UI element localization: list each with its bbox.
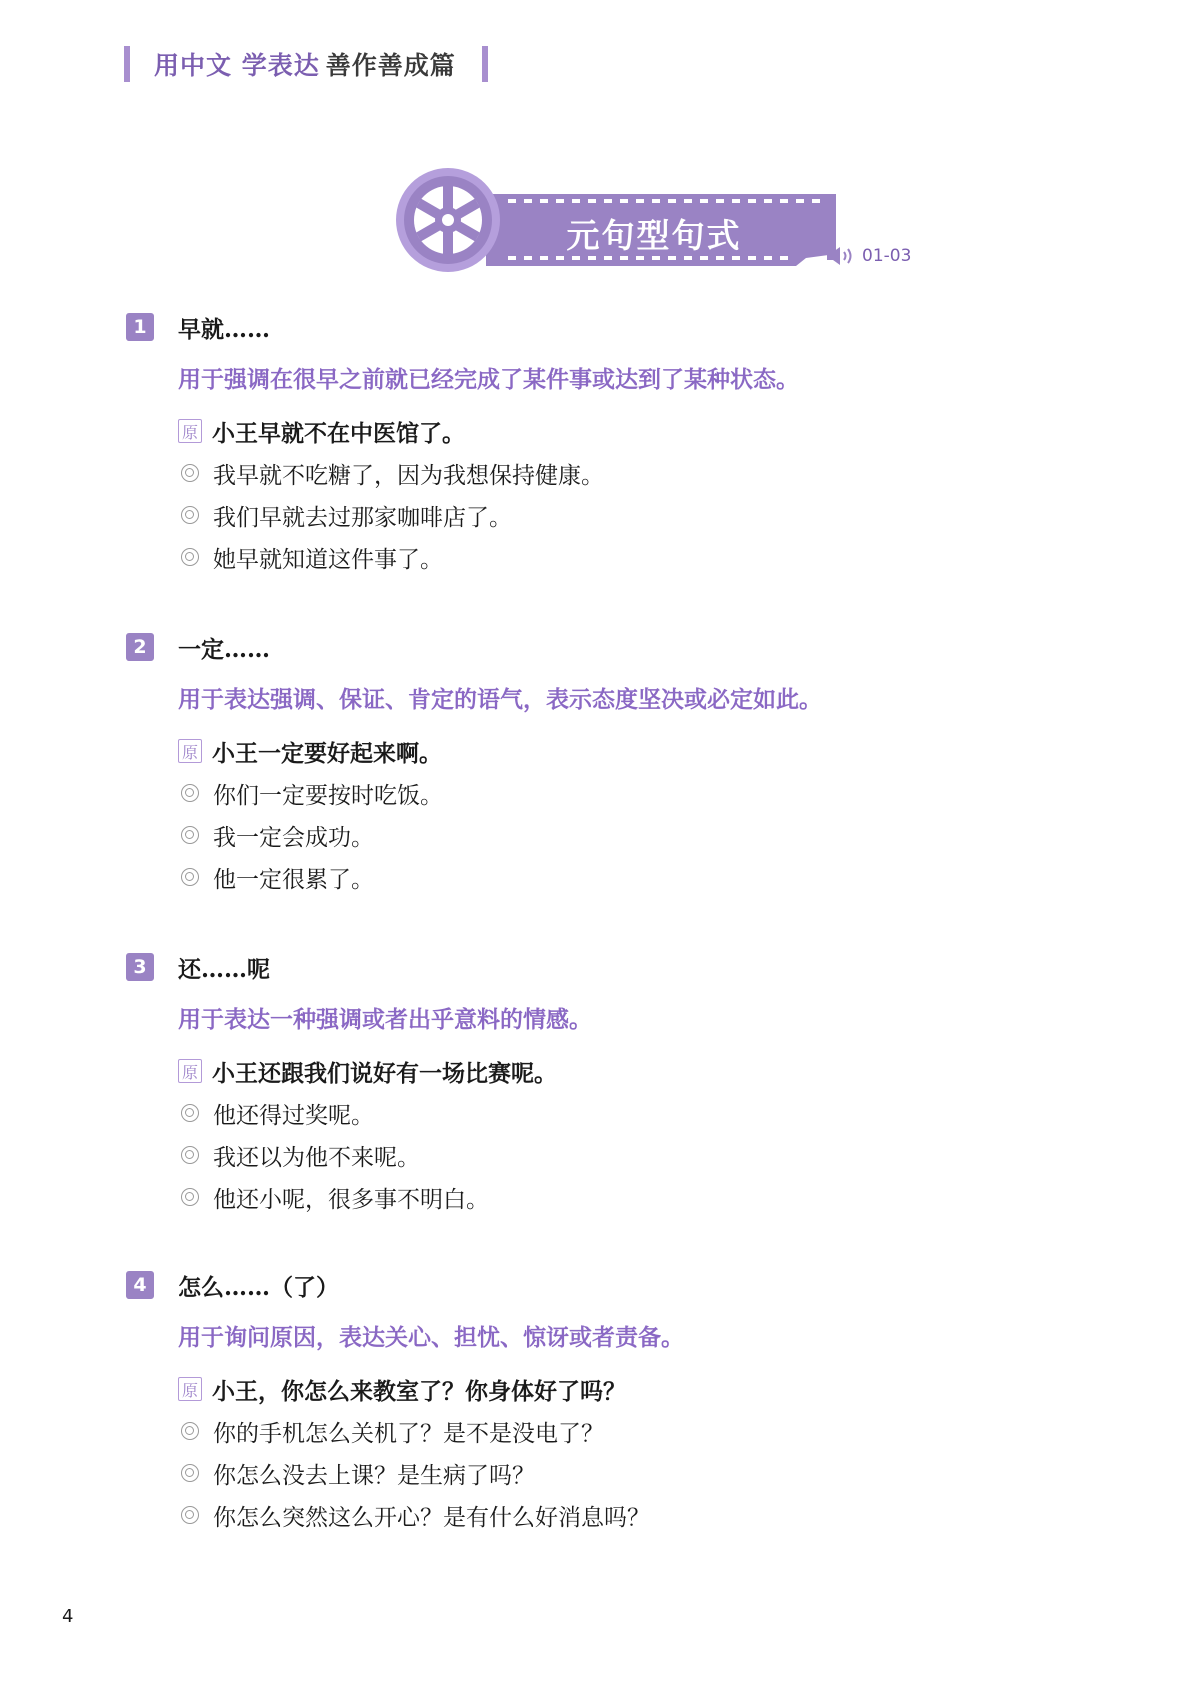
sentence-pattern: 一定…… bbox=[178, 635, 270, 663]
header-volume-name: 善作善成篇 bbox=[325, 51, 456, 80]
header-bar-right bbox=[482, 46, 488, 82]
section-heading bbox=[126, 1268, 1106, 1302]
example-text: 你们一定要按时吃饭。 bbox=[213, 782, 443, 809]
section-heading bbox=[126, 950, 1106, 984]
page-number: 4 bbox=[62, 1606, 74, 1627]
original-example bbox=[178, 1050, 1106, 1092]
bullet-circle-icon bbox=[181, 506, 199, 524]
pattern-section-1 bbox=[126, 310, 1106, 578]
bullet-circle-icon bbox=[181, 1422, 199, 1440]
example-text: 他还小呢，很多事不明白。 bbox=[213, 1186, 489, 1213]
section-number-badge: 1 bbox=[126, 313, 154, 341]
pattern-description: 用于表达一种强调或者出乎意料的情感。 bbox=[178, 1006, 592, 1033]
example-list bbox=[178, 410, 1106, 578]
example-text: 你怎么没去上课？是生病了吗？ bbox=[213, 1462, 535, 1489]
banner-title: 元句型句式 bbox=[566, 216, 742, 255]
example-text: 他还得过奖呢。 bbox=[213, 1102, 374, 1129]
example-text: 小王一定要好起来啊。 bbox=[212, 739, 442, 767]
bullet-circle-icon bbox=[181, 548, 199, 566]
example-item bbox=[178, 1494, 1106, 1536]
section-heading bbox=[126, 630, 1106, 664]
original-example bbox=[178, 410, 1106, 452]
example-text: 她早就知道这件事了。 bbox=[213, 546, 443, 573]
example-text: 我们早就去过那家咖啡店了。 bbox=[213, 504, 512, 531]
example-list bbox=[178, 1368, 1106, 1536]
original-tag-icon: 原 bbox=[178, 1377, 202, 1401]
example-text: 他一定很累了。 bbox=[213, 866, 374, 893]
example-item bbox=[178, 772, 1106, 814]
example-item bbox=[178, 494, 1106, 536]
audio-track[interactable] bbox=[826, 246, 911, 266]
pattern-section-4 bbox=[126, 1268, 1106, 1536]
sentence-pattern: 怎么……（了） bbox=[178, 1273, 339, 1301]
original-tag-icon: 原 bbox=[178, 739, 202, 763]
example-list bbox=[178, 1050, 1106, 1218]
header-series-name: 用中文 学表达 bbox=[154, 51, 320, 80]
example-text: 小王，你怎么来教室了？你身体好了吗？ bbox=[212, 1377, 626, 1405]
section-number-badge: 2 bbox=[126, 633, 154, 661]
running-header bbox=[124, 46, 488, 82]
original-tag-icon: 原 bbox=[178, 419, 202, 443]
example-item bbox=[178, 1092, 1106, 1134]
bullet-circle-icon bbox=[181, 1188, 199, 1206]
example-item bbox=[178, 452, 1106, 494]
section-number-badge: 4 bbox=[126, 1271, 154, 1299]
bullet-circle-icon bbox=[181, 1104, 199, 1122]
example-item bbox=[178, 814, 1106, 856]
original-example bbox=[178, 1368, 1106, 1410]
pattern-section-2 bbox=[126, 630, 1106, 898]
original-example bbox=[178, 730, 1106, 772]
bullet-circle-icon bbox=[181, 826, 199, 844]
example-text: 我早就不吃糖了，因为我想保持健康。 bbox=[213, 462, 604, 489]
original-tag-icon: 原 bbox=[178, 1059, 202, 1083]
sentence-pattern: 还……呢 bbox=[178, 955, 270, 983]
bullet-circle-icon bbox=[181, 868, 199, 886]
bullet-circle-icon bbox=[181, 1506, 199, 1524]
example-text: 你怎么突然这么开心？是有什么好消息吗？ bbox=[213, 1504, 650, 1531]
example-text: 我还以为他不来呢。 bbox=[213, 1144, 420, 1171]
example-item bbox=[178, 1452, 1106, 1494]
bullet-circle-icon bbox=[181, 1146, 199, 1164]
pattern-description: 用于询问原因，表达关心、担忧、惊讶或者责备。 bbox=[178, 1324, 684, 1351]
sentence-pattern: 早就…… bbox=[178, 315, 270, 343]
example-text: 我一定会成功。 bbox=[213, 824, 374, 851]
bullet-circle-icon bbox=[181, 464, 199, 482]
example-item bbox=[178, 1134, 1106, 1176]
audio-track-code: 01-03 bbox=[862, 246, 912, 266]
pattern-description: 用于强调在很早之前就已经完成了某件事或达到了某种状态。 bbox=[178, 366, 799, 393]
section-number-badge: 3 bbox=[126, 953, 154, 981]
bullet-circle-icon bbox=[181, 1464, 199, 1482]
example-list bbox=[178, 730, 1106, 898]
header-title bbox=[130, 46, 482, 82]
pattern-section-3 bbox=[126, 950, 1106, 1218]
speaker-icon bbox=[826, 246, 856, 266]
bullet-circle-icon bbox=[181, 784, 199, 802]
example-text: 你的手机怎么关机了？是不是没电了？ bbox=[213, 1420, 604, 1447]
section-heading bbox=[126, 310, 1106, 344]
example-text: 小王早就不在中医馆了。 bbox=[212, 419, 465, 447]
pattern-description: 用于表达强调、保证、肯定的语气，表示态度坚决或必定如此。 bbox=[178, 686, 822, 713]
example-item bbox=[178, 536, 1106, 578]
example-item bbox=[178, 1176, 1106, 1218]
example-item bbox=[178, 856, 1106, 898]
example-text: 小王还跟我们说好有一场比赛呢。 bbox=[212, 1059, 557, 1087]
example-item bbox=[178, 1410, 1106, 1452]
